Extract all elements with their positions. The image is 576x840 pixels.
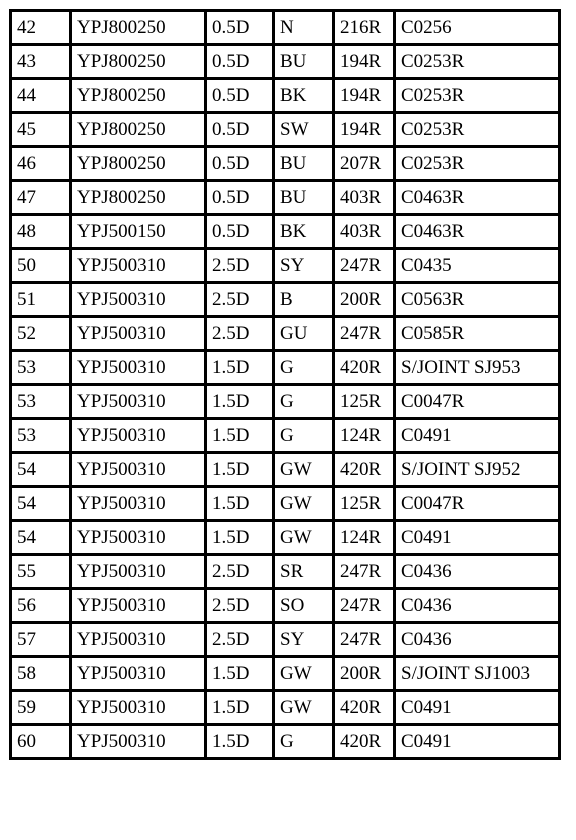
size-cell: 1.5D bbox=[206, 385, 274, 419]
connector-cell: C0256 bbox=[395, 11, 560, 45]
part-number-cell: YPJ500310 bbox=[71, 725, 206, 759]
wire-table bbox=[9, 9, 561, 760]
connector-cell: C0436 bbox=[395, 555, 560, 589]
part-number-cell: YPJ500310 bbox=[71, 283, 206, 317]
part-number-cell: YPJ500310 bbox=[71, 521, 206, 555]
length-cell: 124R bbox=[334, 419, 395, 453]
connector-cell: S/JOINT SJ952 bbox=[395, 453, 560, 487]
size-cell: 2.5D bbox=[206, 555, 274, 589]
size-cell: 2.5D bbox=[206, 317, 274, 351]
connector-cell: C0435 bbox=[395, 249, 560, 283]
size-cell: 0.5D bbox=[206, 147, 274, 181]
row-number-cell: 50 bbox=[11, 249, 71, 283]
row-number-cell: 53 bbox=[11, 385, 71, 419]
row-number-cell: 54 bbox=[11, 487, 71, 521]
row-number-cell: 56 bbox=[11, 589, 71, 623]
size-cell: 1.5D bbox=[206, 419, 274, 453]
color-code-cell: BU bbox=[274, 45, 334, 79]
table-row bbox=[11, 181, 560, 215]
size-cell: 0.5D bbox=[206, 45, 274, 79]
connector-cell: C0253R bbox=[395, 79, 560, 113]
part-number-cell: YPJ500310 bbox=[71, 419, 206, 453]
size-cell: 1.5D bbox=[206, 351, 274, 385]
part-number-cell: YPJ500310 bbox=[71, 657, 206, 691]
length-cell: 194R bbox=[334, 45, 395, 79]
color-code-cell: SY bbox=[274, 249, 334, 283]
row-number-cell: 60 bbox=[11, 725, 71, 759]
connector-cell: S/JOINT SJ953 bbox=[395, 351, 560, 385]
row-number-cell: 58 bbox=[11, 657, 71, 691]
color-code-cell: BU bbox=[274, 147, 334, 181]
size-cell: 2.5D bbox=[206, 623, 274, 657]
part-number-cell: YPJ500310 bbox=[71, 249, 206, 283]
length-cell: 247R bbox=[334, 317, 395, 351]
table-row bbox=[11, 521, 560, 555]
row-number-cell: 44 bbox=[11, 79, 71, 113]
part-number-cell: YPJ500310 bbox=[71, 487, 206, 521]
row-number-cell: 54 bbox=[11, 453, 71, 487]
connector-cell: C0253R bbox=[395, 45, 560, 79]
length-cell: 200R bbox=[334, 283, 395, 317]
table-row bbox=[11, 555, 560, 589]
table-row bbox=[11, 691, 560, 725]
table-row bbox=[11, 11, 560, 45]
color-code-cell: GW bbox=[274, 691, 334, 725]
length-cell: 200R bbox=[334, 657, 395, 691]
length-cell: 207R bbox=[334, 147, 395, 181]
length-cell: 125R bbox=[334, 385, 395, 419]
color-code-cell: G bbox=[274, 419, 334, 453]
table-row bbox=[11, 419, 560, 453]
wire-table-body bbox=[11, 11, 560, 759]
table-row bbox=[11, 215, 560, 249]
size-cell: 1.5D bbox=[206, 453, 274, 487]
row-number-cell: 51 bbox=[11, 283, 71, 317]
part-number-cell: YPJ800250 bbox=[71, 147, 206, 181]
table-row bbox=[11, 351, 560, 385]
color-code-cell: N bbox=[274, 11, 334, 45]
table-row bbox=[11, 249, 560, 283]
connector-cell: C0253R bbox=[395, 147, 560, 181]
connector-cell: C0491 bbox=[395, 419, 560, 453]
table-row bbox=[11, 113, 560, 147]
color-code-cell: GW bbox=[274, 657, 334, 691]
connector-cell: C0253R bbox=[395, 113, 560, 147]
table-row bbox=[11, 317, 560, 351]
connector-cell: C0047R bbox=[395, 385, 560, 419]
color-code-cell: GW bbox=[274, 453, 334, 487]
size-cell: 2.5D bbox=[206, 249, 274, 283]
length-cell: 420R bbox=[334, 351, 395, 385]
table-row bbox=[11, 487, 560, 521]
table-row bbox=[11, 79, 560, 113]
size-cell: 0.5D bbox=[206, 11, 274, 45]
color-code-cell: SO bbox=[274, 589, 334, 623]
wire-table-container bbox=[9, 9, 561, 760]
connector-cell: C0585R bbox=[395, 317, 560, 351]
color-code-cell: BK bbox=[274, 79, 334, 113]
row-number-cell: 59 bbox=[11, 691, 71, 725]
size-cell: 2.5D bbox=[206, 589, 274, 623]
connector-cell: C0463R bbox=[395, 181, 560, 215]
row-number-cell: 47 bbox=[11, 181, 71, 215]
length-cell: 403R bbox=[334, 215, 395, 249]
row-number-cell: 55 bbox=[11, 555, 71, 589]
length-cell: 124R bbox=[334, 521, 395, 555]
size-cell: 0.5D bbox=[206, 79, 274, 113]
connector-cell: C0436 bbox=[395, 623, 560, 657]
connector-cell: C0463R bbox=[395, 215, 560, 249]
row-number-cell: 45 bbox=[11, 113, 71, 147]
table-row bbox=[11, 623, 560, 657]
color-code-cell: B bbox=[274, 283, 334, 317]
color-code-cell: GW bbox=[274, 487, 334, 521]
length-cell: 247R bbox=[334, 589, 395, 623]
part-number-cell: YPJ500310 bbox=[71, 453, 206, 487]
part-number-cell: YPJ500310 bbox=[71, 691, 206, 725]
part-number-cell: YPJ800250 bbox=[71, 181, 206, 215]
length-cell: 420R bbox=[334, 691, 395, 725]
part-number-cell: YPJ500310 bbox=[71, 385, 206, 419]
table-row bbox=[11, 725, 560, 759]
part-number-cell: YPJ800250 bbox=[71, 79, 206, 113]
size-cell: 1.5D bbox=[206, 691, 274, 725]
color-code-cell: G bbox=[274, 351, 334, 385]
table-row bbox=[11, 147, 560, 181]
size-cell: 0.5D bbox=[206, 215, 274, 249]
size-cell: 0.5D bbox=[206, 181, 274, 215]
color-code-cell: GW bbox=[274, 521, 334, 555]
connector-cell: C0563R bbox=[395, 283, 560, 317]
table-row bbox=[11, 453, 560, 487]
row-number-cell: 57 bbox=[11, 623, 71, 657]
size-cell: 0.5D bbox=[206, 113, 274, 147]
row-number-cell: 48 bbox=[11, 215, 71, 249]
row-number-cell: 53 bbox=[11, 419, 71, 453]
connector-cell: C0491 bbox=[395, 725, 560, 759]
row-number-cell: 46 bbox=[11, 147, 71, 181]
connector-cell: C0491 bbox=[395, 521, 560, 555]
length-cell: 420R bbox=[334, 453, 395, 487]
part-number-cell: YPJ800250 bbox=[71, 45, 206, 79]
part-number-cell: YPJ500310 bbox=[71, 555, 206, 589]
connector-cell: S/JOINT SJ1003 bbox=[395, 657, 560, 691]
color-code-cell: BU bbox=[274, 181, 334, 215]
table-row bbox=[11, 45, 560, 79]
connector-cell: C0491 bbox=[395, 691, 560, 725]
table-row bbox=[11, 589, 560, 623]
size-cell: 2.5D bbox=[206, 283, 274, 317]
row-number-cell: 52 bbox=[11, 317, 71, 351]
size-cell: 1.5D bbox=[206, 725, 274, 759]
part-number-cell: YPJ800250 bbox=[71, 113, 206, 147]
row-number-cell: 53 bbox=[11, 351, 71, 385]
length-cell: 247R bbox=[334, 623, 395, 657]
length-cell: 403R bbox=[334, 181, 395, 215]
size-cell: 1.5D bbox=[206, 657, 274, 691]
length-cell: 216R bbox=[334, 11, 395, 45]
table-row bbox=[11, 657, 560, 691]
color-code-cell: G bbox=[274, 725, 334, 759]
length-cell: 420R bbox=[334, 725, 395, 759]
row-number-cell: 43 bbox=[11, 45, 71, 79]
part-number-cell: YPJ500310 bbox=[71, 317, 206, 351]
part-number-cell: YPJ500150 bbox=[71, 215, 206, 249]
length-cell: 194R bbox=[334, 113, 395, 147]
part-number-cell: YPJ800250 bbox=[71, 11, 206, 45]
color-code-cell: G bbox=[274, 385, 334, 419]
color-code-cell: SR bbox=[274, 555, 334, 589]
part-number-cell: YPJ500310 bbox=[71, 623, 206, 657]
connector-cell: C0047R bbox=[395, 487, 560, 521]
length-cell: 125R bbox=[334, 487, 395, 521]
size-cell: 1.5D bbox=[206, 521, 274, 555]
color-code-cell: SW bbox=[274, 113, 334, 147]
table-row bbox=[11, 283, 560, 317]
length-cell: 247R bbox=[334, 555, 395, 589]
row-number-cell: 42 bbox=[11, 11, 71, 45]
color-code-cell: GU bbox=[274, 317, 334, 351]
color-code-cell: BK bbox=[274, 215, 334, 249]
color-code-cell: SY bbox=[274, 623, 334, 657]
part-number-cell: YPJ500310 bbox=[71, 589, 206, 623]
length-cell: 194R bbox=[334, 79, 395, 113]
table-row bbox=[11, 385, 560, 419]
connector-cell: C0436 bbox=[395, 589, 560, 623]
part-number-cell: YPJ500310 bbox=[71, 351, 206, 385]
row-number-cell: 54 bbox=[11, 521, 71, 555]
length-cell: 247R bbox=[334, 249, 395, 283]
size-cell: 1.5D bbox=[206, 487, 274, 521]
